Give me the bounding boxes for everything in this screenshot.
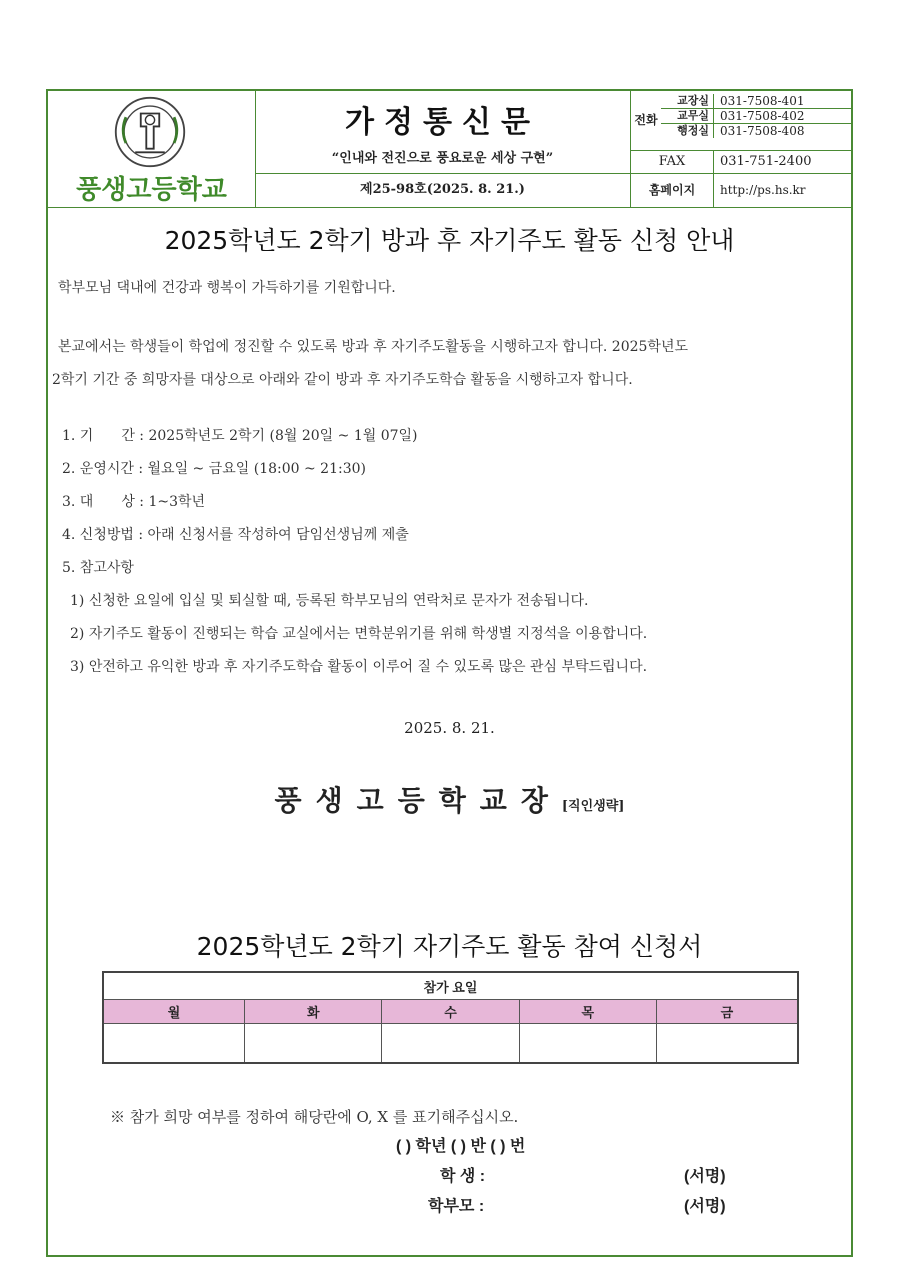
parent-signature[interactable]: (서명): [684, 1198, 726, 1215]
weekday-cell: 화: [245, 1000, 382, 1024]
participation-days-table: [102, 971, 799, 1064]
issue-date: 2025. 8. 21.: [404, 719, 495, 737]
info-item: 4. 신청방법 : 아래 신청서를 작성하여 담임선생님께 제출: [62, 527, 409, 543]
newsletter-title: 가정통신문: [345, 105, 540, 140]
reference-note: 1) 신청한 요일에 입실 및 퇴실할 때, 등록된 학부모님의 연락처로 문자가 전송됩니다.: [70, 593, 589, 609]
table-header-row: [103, 972, 798, 1000]
entry-row: [103, 1024, 798, 1064]
class-number-line: ( ) 학년 ( ) 반 ( ) 번: [396, 1138, 526, 1155]
intro-line: 2학기 기간 중 희망자를 대상으로 아래와 같이 방과 후 자기주도학습 활동을 시행하고자 합니다.: [52, 372, 633, 388]
homepage-row: [631, 173, 852, 207]
fax-label: FAX: [658, 154, 686, 169]
contact-value: 031-7508-401: [713, 94, 852, 108]
application-form-title: 2025학년도 2학기 자기주도 활동 참여 신청서: [196, 932, 703, 961]
contact-label: 행정실: [677, 124, 709, 137]
form-instruction: ※ 참가 희망 여부를 정하여 해당란에 O, X 를 표기해주십시오.: [110, 1108, 519, 1126]
homepage-link[interactable]: http://ps.hs.kr: [713, 173, 852, 207]
weekday-cell: 목: [519, 1000, 656, 1024]
issue-number: 제25-98호(2025. 8. 21.): [360, 182, 525, 197]
school-emblem-icon: [113, 95, 187, 169]
fax-row: [631, 150, 852, 174]
contact-row: [661, 124, 852, 138]
contact-row: [661, 109, 852, 124]
entry-cell-wed[interactable]: [382, 1024, 519, 1064]
document-frame: [46, 89, 853, 1257]
homepage-label: 홈페이지: [648, 183, 696, 197]
contact-label: 교장실: [677, 94, 709, 107]
fax-value: 031-751-2400: [713, 151, 852, 173]
greeting: 학부모님 댁내에 건강과 행복이 가득하기를 기원합니다.: [58, 280, 396, 296]
entry-cell-mon[interactable]: [103, 1024, 245, 1064]
intro-line: 본교에서는 학생들이 학업에 정진할 수 있도록 방과 후 자기주도활동을 시행하고자 합니다. 2025학년도: [58, 339, 688, 355]
weekday-row: [103, 1000, 798, 1024]
contact-value: 031-7508-402: [713, 109, 852, 123]
weekday-cell: 수: [382, 1000, 519, 1024]
school-name: 풍생고등학교: [76, 175, 227, 205]
entry-cell-fri[interactable]: [656, 1024, 798, 1064]
student-label: 학 생 :: [440, 1168, 486, 1185]
school-motto: “인내와 전진으로 풍요로운 세상 구현”: [331, 151, 554, 166]
info-item: 1. 기 간 : 2025학년도 2학기 (8월 20일 ~ 1월 07일): [62, 428, 418, 444]
contact-block: [630, 91, 852, 207]
tel-label: 전화: [634, 113, 658, 127]
table-header: 참가 요일: [103, 972, 798, 1000]
weekday-cell: 금: [656, 1000, 798, 1024]
entry-cell-thu[interactable]: [519, 1024, 656, 1064]
principal-title: 풍생고등학교장: [274, 784, 562, 817]
parent-label: 학부모 :: [428, 1198, 485, 1215]
info-item: 3. 대 상 : 1~3학년: [62, 494, 206, 510]
entry-cell-tue[interactable]: [245, 1024, 382, 1064]
letterhead: [48, 91, 851, 208]
reference-note: 3) 안전하고 유익한 방과 후 자기주도학습 활동이 이루어 질 수 있도록 많은 관심 부탁드립니다.: [70, 659, 648, 675]
title-cell: [255, 91, 630, 174]
document-title: 2025학년도 2학기 방과 후 자기주도 활동 신청 안내: [164, 226, 735, 255]
logo-cell: [48, 91, 256, 207]
weekday-cell: 월: [103, 1000, 245, 1024]
contact-label: 교무실: [677, 109, 709, 122]
contact-row: [661, 94, 852, 109]
info-item: 5. 참고사항: [62, 560, 134, 576]
principal-name: [48, 779, 851, 819]
reference-note: 2) 자기주도 활동이 진행되는 학습 교실에서는 면학분위기를 위해 학생별 지정석을 이용합니다.: [70, 626, 648, 642]
info-item: 2. 운영시간 : 월요일 ~ 금요일 (18:00 ~ 21:30): [62, 461, 366, 477]
student-signature[interactable]: (서명): [684, 1168, 726, 1185]
contact-value: 031-7508-408: [713, 124, 852, 138]
seal-note: [직인생략]: [561, 799, 625, 814]
